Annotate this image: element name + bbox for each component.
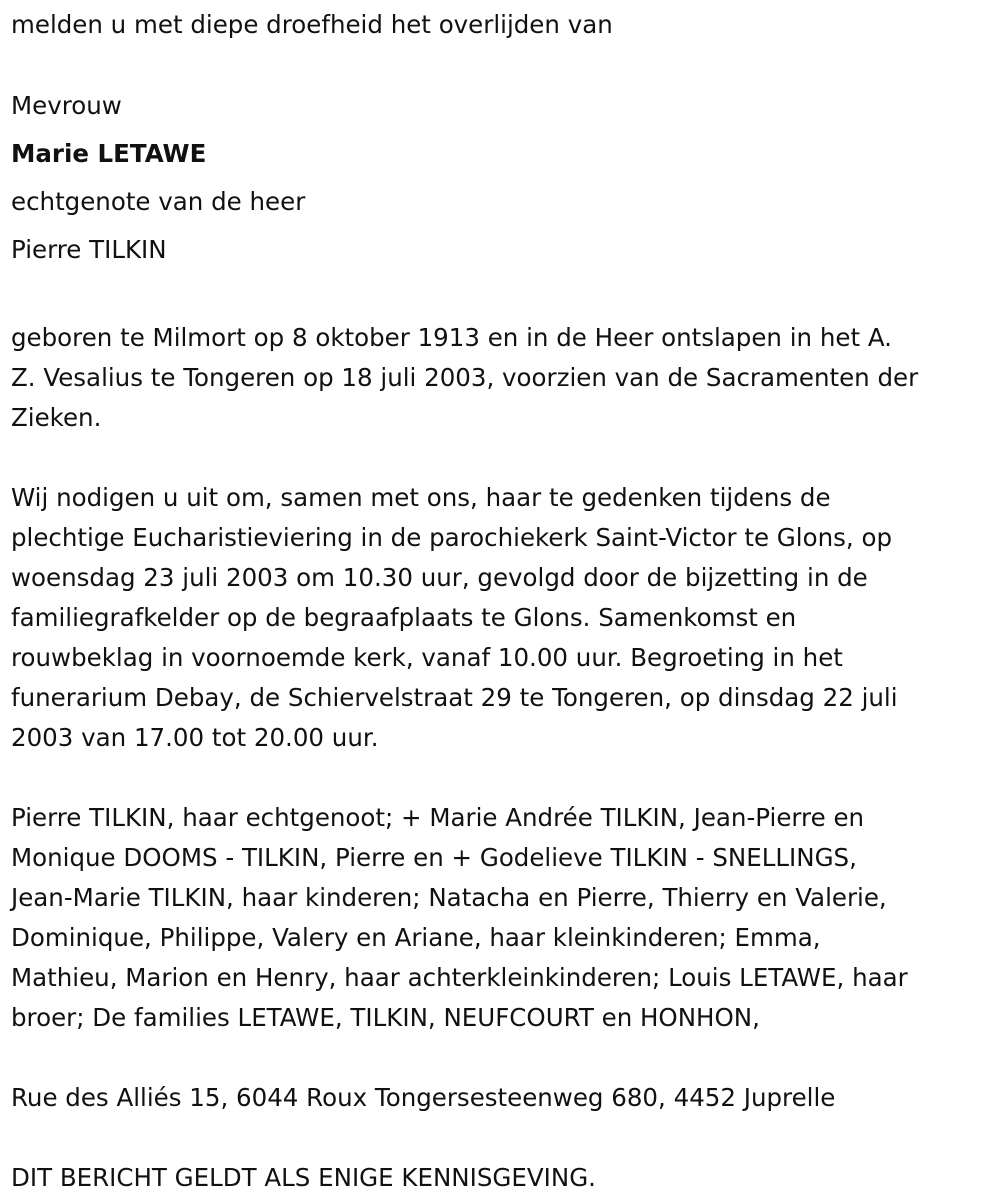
spacer [11,438,991,478]
address-line: Rue des Alliés 15, 6044 Roux Tongersesteenweg 680, 4452 Juprelle [11,1083,836,1112]
paragraph-line: Pierre TILKIN, haar echtgenoot; + Marie Andrée TILKIN, Jean-Pierre en [11,803,865,832]
paragraph-line: Dominique, Philippe, Valery en Ariane, haar kleinkinderen; Emma, [11,923,821,952]
spacer [11,1038,991,1078]
spacer [11,1118,991,1158]
death-notice-document [11,0,991,1198]
deceased-block [11,82,991,274]
relation-text: echtgenote van de heer [11,187,306,216]
paragraph-line: Wij nodigen u uit om, samen met ons, haar te gedenken tijdens de [11,483,831,512]
spacer [11,274,991,318]
spacer [11,45,991,82]
paragraph-line: familiegrafkelder op de begraafplaats te Glons. Samenkomst en [11,603,797,632]
paragraph-line: Zieken. [11,403,102,432]
paragraph-line: Mathieu, Marion en Henry, haar achterkleinkinderen; Louis LETAWE, haar [11,963,908,992]
birth-death-paragraph [11,318,991,438]
paragraph-line: woensdag 23 juli 2003 om 10.30 uur, gevolgd door de bijzetting in de [11,563,868,592]
paragraph-line: Z. Vesalius te Tongeren op 18 juli 2003, voorzien van de Sacramenten der [11,363,919,392]
paragraph-line: Jean-Marie TILKIN, haar kinderen; Natacha en Pierre, Thierry en Valerie, [11,883,887,912]
intro-text: melden u met diepe droefheid het overlijden van [11,10,613,39]
paragraph-line: 2003 van 17.00 tot 20.00 uur. [11,723,379,752]
salutation: Mevrouw [11,91,122,120]
paragraph-line: geboren te Milmort op 8 oktober 1913 en in de Heer ontslapen in het A. [11,323,892,352]
notice-line: DIT BERICHT GELDT ALS ENIGE KENNISGEVING. [11,1163,596,1192]
ceremony-paragraph [11,478,991,758]
spouse-name: Pierre TILKIN [11,235,167,264]
paragraph-line: rouwbeklag in voornoemde kerk, vanaf 10.00 uur. Begroeting in het [11,643,843,672]
paragraph-line: funerarium Debay, de Schiervelstraat 29 te Tongeren, op dinsdag 22 juli [11,683,898,712]
deceased-name: Marie LETAWE [11,139,207,168]
paragraph-line: broer; De families LETAWE, TILKIN, NEUFCOURT en HONHON, [11,1003,760,1032]
paragraph-line: Monique DOOMS - TILKIN, Pierre en + Godelieve TILKIN - SNELLINGS, [11,843,857,872]
spacer [11,758,991,798]
paragraph-line: plechtige Eucharistieviering in de parochiekerk Saint-Victor te Glons, op [11,523,892,552]
family-paragraph [11,798,991,1038]
